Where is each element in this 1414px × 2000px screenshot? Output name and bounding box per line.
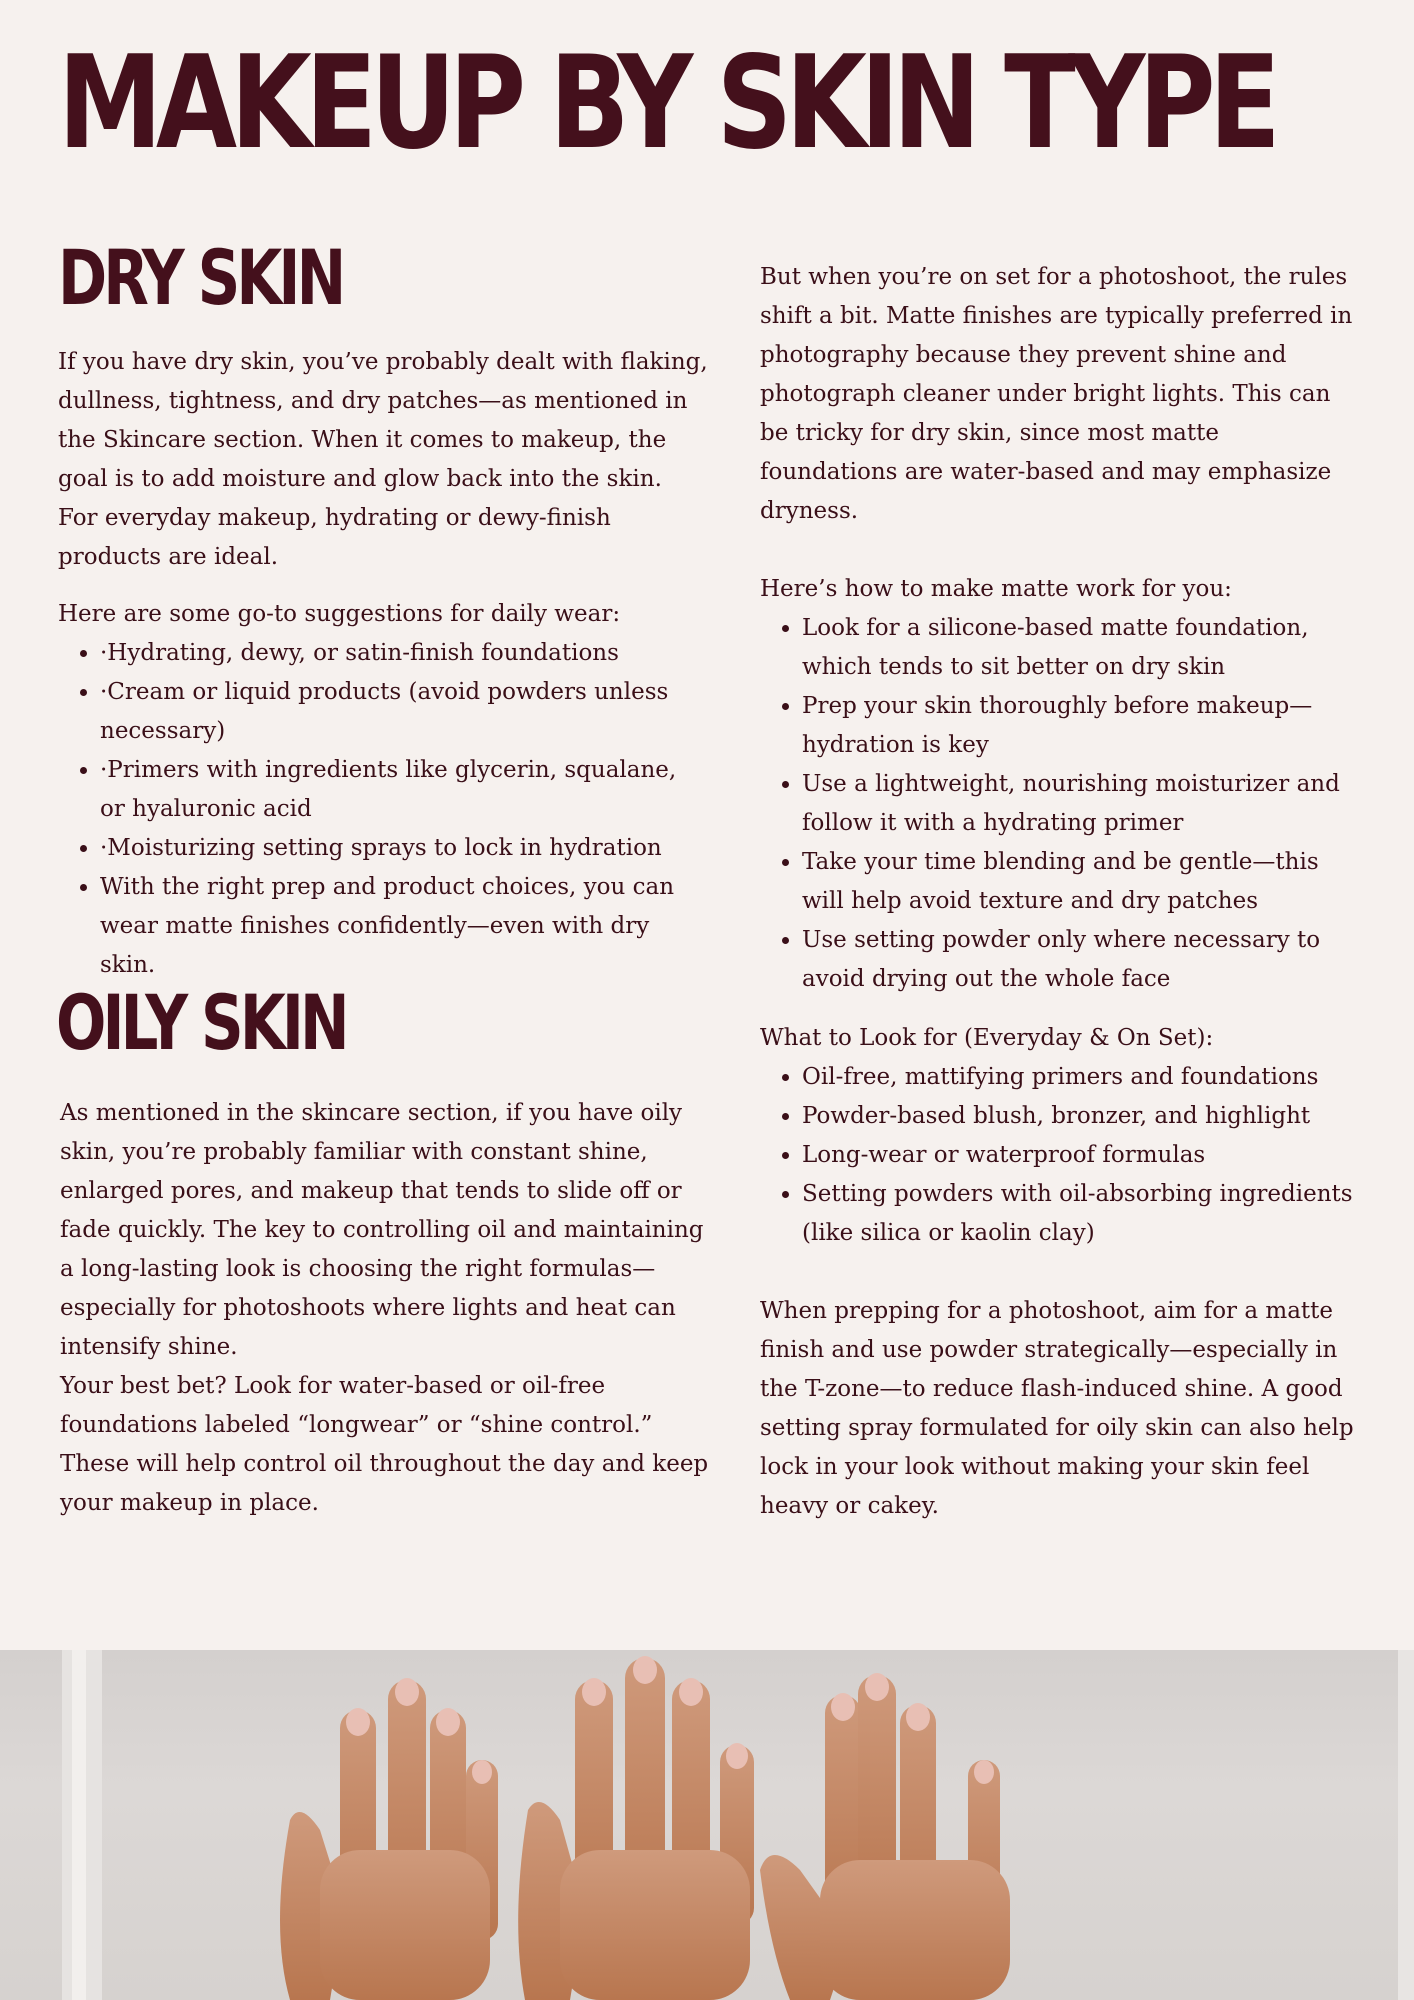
list-item: • ·Moisturizing setting sprays to lock in hydration (100, 829, 708, 868)
oily-skin-intro-block (60, 1094, 720, 1523)
oily-skin-best-bet: Your best bet? Look for water-based or oil-free foundations labeled “longwear” or “shine control.” These will help control oil throughout the day and keep your makeup in place. (60, 1373, 709, 1516)
dry-skin-intro-block (58, 343, 708, 985)
dry-skin-suggestions-lead: Here are some go-to suggestions for daily wear: (58, 601, 621, 627)
list-item: • ·Cream or liquid products (avoid powders unless necessary) (100, 673, 708, 751)
look-for-list (760, 1058, 1360, 1253)
hands-photo-icon (0, 1650, 1414, 2000)
oily-skin-photoshoot: When prepping for a photoshoot, aim for a matte finish and use powder strategically—especially in the T-zone—to reduce flash-induced shine. A good setting spray formulated for oily skin can also help lock in your look without making your skin feel heavy or cakey. (760, 1298, 1354, 1519)
oily-skin-heading: OILY SKIN (56, 978, 346, 1067)
list-item: • Take your time blending and be gentle—this will help avoid texture and dry patches (802, 843, 1360, 921)
look-for-lead: What to Look for (Everyday & On Set): (760, 1025, 1214, 1051)
list-item: • With the right prep and product choices, you can wear matte finishes confidently—even with dry skin. (100, 868, 708, 985)
dry-skin-suggestions-list (58, 634, 708, 985)
dry-skin-intro: If you have dry skin, you’ve probably dealt with flaking, dullness, tightness, and dry patches—as mentioned in the Skincare section. When it comes to makeup, the goal is to add moisture and glow back into the skin. For everyday makeup, hydrating or dewy-finish products are ideal. (58, 349, 708, 570)
matte-tips-list (760, 609, 1360, 999)
hands-photo (0, 1650, 1414, 2000)
page-title: MAKEUP BY SKIN TYPE (58, 29, 1275, 178)
list-item: • Long-wear or waterproof formulas (802, 1136, 1360, 1175)
oily-skin-look-for-block (760, 1019, 1360, 1526)
dry-skin-photoshoot-block (760, 258, 1360, 999)
list-item: • Oil-free, mattifying primers and foundations (802, 1058, 1360, 1097)
list-item: • Prep your skin thoroughly before makeup—hydration is key (802, 687, 1360, 765)
list-item: • Use setting powder only where necessary to avoid drying out the whole face (802, 921, 1360, 999)
dry-skin-photoshoot: But when you’re on set for a photoshoot, the rules shift a bit. Matte finishes are typically preferred in photography because they prevent shine and photograph cleaner under bright lights. This can be tricky for dry skin, since most matte foundations are water-based and may emphasize dryness. (760, 264, 1353, 524)
list-item: • Look for a silicone-based matte foundation, which tends to sit better on dry skin (802, 609, 1360, 687)
oily-skin-intro: As mentioned in the skincare section, if you have oily skin, you’re probably familiar with constant shine, enlarged pores, and makeup that tends to slide off or fade quickly. The key to controlling oil and maintaining a long-lasting look is choosing the right formulas—especially for photoshoots where lights and heat can intensify shine. (60, 1100, 704, 1360)
list-item: • ·Hydrating, dewy, or satin-finish foundations (100, 634, 708, 673)
list-item: • Setting powders with oil-absorbing ingredients (like silica or kaolin clay) (802, 1175, 1360, 1253)
dry-skin-heading: DRY SKIN (58, 233, 343, 322)
list-item: • Powder-based blush, bronzer, and highlight (802, 1097, 1360, 1136)
list-item: • ·Primers with ingredients like glycerin, squalane, or hyaluronic acid (100, 751, 708, 829)
list-item: • Use a lightweight, nourishing moisturizer and follow it with a hydrating primer (802, 765, 1360, 843)
matte-tips-lead: Here’s how to make matte work for you: (760, 576, 1232, 602)
